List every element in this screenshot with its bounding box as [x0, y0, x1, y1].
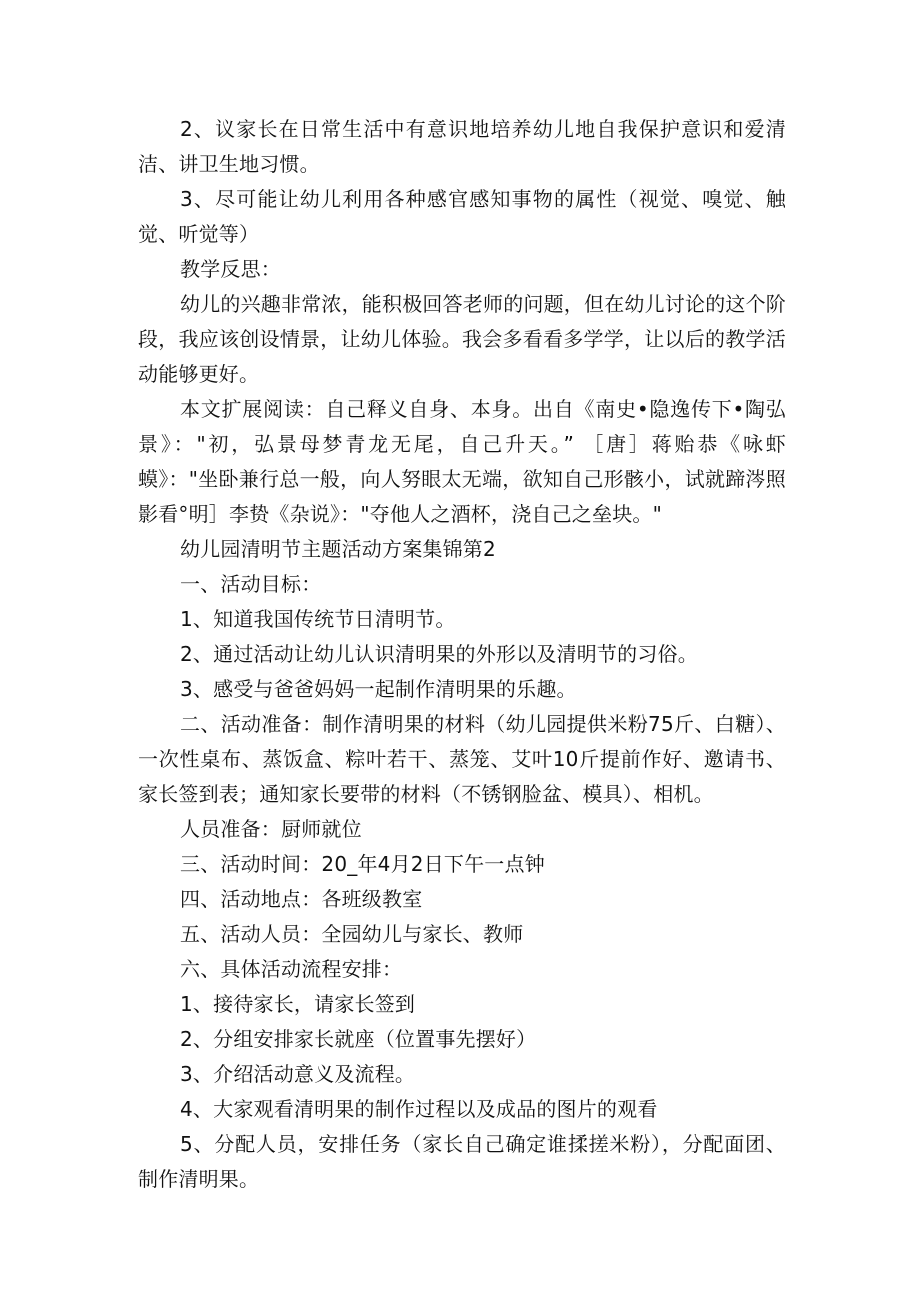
heading-plan-2: 幼儿园清明节主题活动方案集锦第2	[180, 537, 496, 561]
goal-item-2: 2、通过活动让幼儿认识清明果的外形以及清明节的习俗。	[180, 642, 698, 666]
paragraph-staff-preparation: 人员准备：厨师就位	[180, 817, 362, 841]
paragraph-activity-location: 四、活动地点：各班级教室	[180, 887, 423, 911]
paragraph-activity-time: 三、活动时间：20_年4月2日下午一点钟	[180, 852, 545, 876]
heading-teaching-reflection: 教学反思：	[180, 257, 281, 281]
document-page	[138, 112, 786, 1197]
goal-item-3: 3、感受与爸爸妈妈一起制作清明果的乐趣。	[180, 677, 577, 701]
heading-activity-flow: 六、具体活动流程安排：	[180, 957, 403, 981]
flow-item-1: 1、接待家长，请家长签到	[180, 992, 416, 1016]
paragraph-activity-participants: 五、活动人员：全园幼儿与家长、教师	[180, 922, 524, 946]
flow-item-3: 3、介绍活动意义及流程。	[180, 1062, 416, 1086]
paragraph-parent-habits: 2、议家长在日常生活中有意识地培养幼儿地自我保护意识和爱清洁、讲卫生地习惯。	[138, 117, 786, 176]
paragraph-senses: 3、尽可能让幼儿利用各种感官感知事物的属性（视觉、嗅觉、触觉、听觉等）	[138, 187, 786, 246]
goal-item-1: 1、知道我国传统节日清明节。	[180, 607, 456, 631]
paragraph-reflection: 幼儿的兴趣非常浓，能积极回答老师的问题，但在幼儿讨论的这个阶段，我应该创设情景，让幼儿体验。我会多看看多学学，让以后的教学活动能够更好。	[138, 292, 786, 386]
paragraph-activity-preparation: 二、活动准备：制作清明果的材料（幼儿园提供米粉75斤、白糖）、一次性桌布、蒸饭盒、粽叶若干、蒸笼、艾叶10斤提前作好、邀请书、家长签到表；通知家长要带的材料（不锈钢脸盆、模具）、相机。	[138, 712, 786, 806]
flow-item-2: 2、分组安排家长就座（位置事先摆好）	[180, 1027, 537, 1051]
flow-item-5: 5、分配人员，安排任务（家长自己确定谁揉搓米粉），分配面团、制作清明果。	[138, 1132, 786, 1191]
paragraph-extended-reading: 本文扩展阅读：自己释义自身、本身。出自《南史•隐逸传下•陶弘景》："初，弘景母梦青龙无尾，自己升天。” ［唐］蒋贻恭《咏虾蟆》："坐卧兼行总一般，向人努眼太无端，欲知自己形骸小，试就蹄涔照影看°明］李贽《杂说》："夺他人之酒杯，浇自己之垒块。"	[138, 397, 786, 526]
flow-item-4: 4、大家观看清明果的制作过程以及成品的图片的观看	[180, 1097, 658, 1121]
heading-activity-goals: 一、活动目标：	[180, 572, 322, 596]
